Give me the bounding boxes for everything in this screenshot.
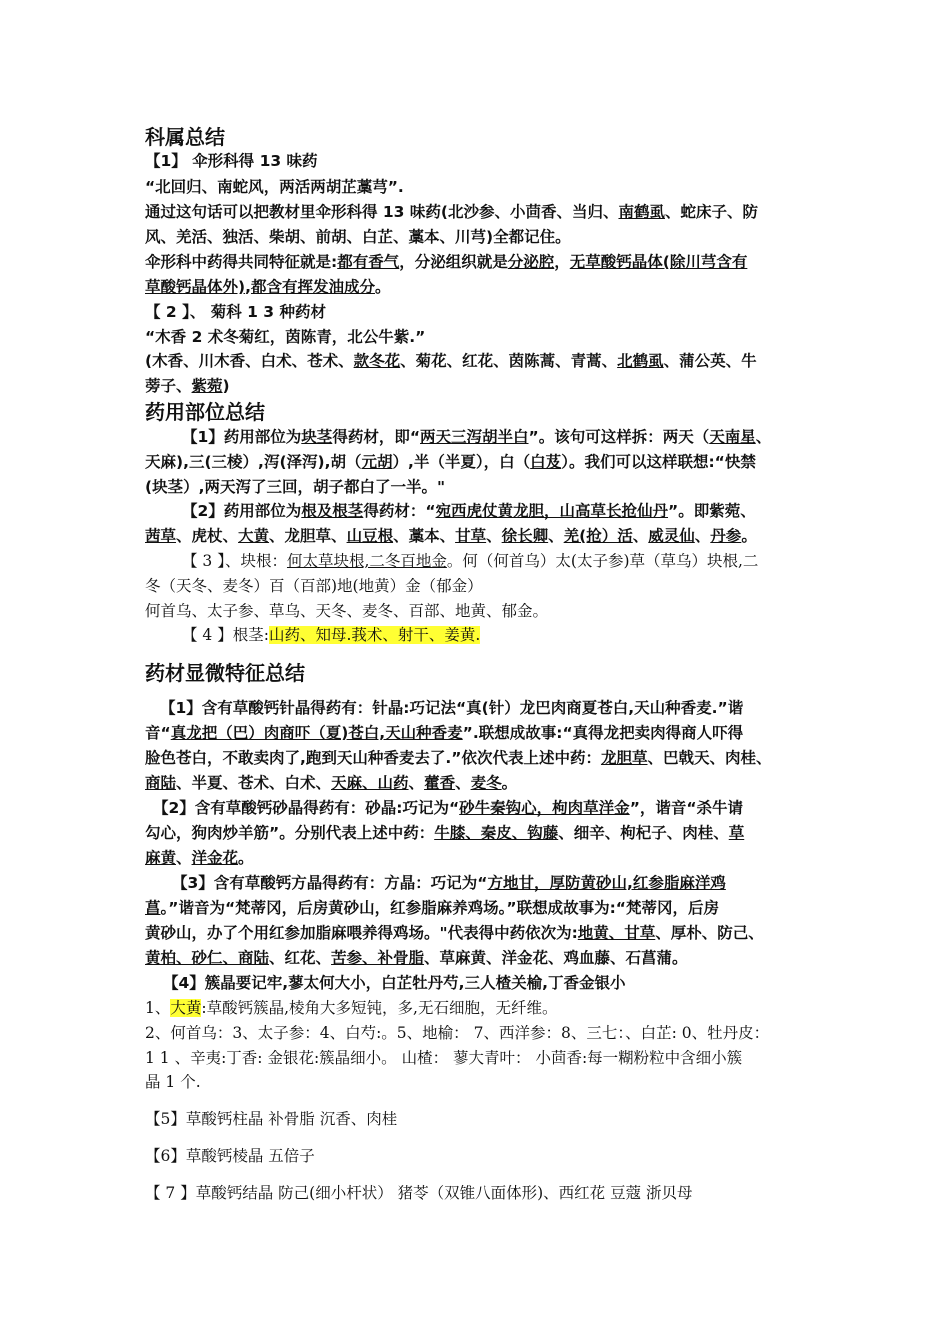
text-segment: 黄砂山，办了个用红参加脂麻喂养得鸡场。"代表得中药依次为: xyxy=(145,924,578,942)
text-line xyxy=(182,500,756,522)
underlined-text: 丹参 xyxy=(710,527,742,545)
underlined-text: 紫菀 xyxy=(191,377,223,395)
underlined-text: 方地甘，厚防黄砂山,红参脂麻洋鸡 xyxy=(487,874,726,892)
text-line xyxy=(145,1108,397,1130)
text-line xyxy=(145,276,391,298)
underlined-text: 麦冬 xyxy=(470,774,502,792)
text-segment: 、草麻黄、洋金花、鸡血藤、石菖蒲。 xyxy=(424,949,688,967)
underlined-text: 菖 xyxy=(145,899,161,917)
text-line xyxy=(145,301,326,323)
text-line xyxy=(145,747,772,769)
text-line xyxy=(145,1145,315,1167)
underlined-text: 元胡 xyxy=(361,453,393,471)
underlined-text: 砂牛秦钩心，枸肉草洋金 xyxy=(459,799,630,817)
text-segment: 、虎杖、 xyxy=(176,527,239,545)
text-segment: 。 xyxy=(238,849,254,867)
underlined-text: 北鹤虱 xyxy=(617,352,664,370)
text-segment: 。 xyxy=(741,527,757,545)
underlined-text: 商陆 xyxy=(145,774,177,792)
text-segment: 冬（天冬、麦冬）百（百部)地(地黄）金（郁金） xyxy=(145,577,483,595)
text-segment: 、 xyxy=(694,527,711,545)
text-segment: 蒡子、 xyxy=(145,377,192,395)
text-segment: 、半夏、苍术、白术、 xyxy=(176,774,332,792)
text-line xyxy=(182,624,480,646)
text-line xyxy=(172,872,726,894)
text-line xyxy=(145,772,517,794)
text-line xyxy=(145,176,404,198)
text-segment: “木香 2 术冬菊红，茵陈青，北公牛紫.” xyxy=(145,328,426,346)
text-line xyxy=(145,722,743,744)
text-segment: 【2】含有草酸钙砂晶得药有：砂晶:巧记为“ xyxy=(153,799,460,817)
text-segment: 何首乌、太子参、草乌、天冬、麦冬、百部、地黄、郁金。 xyxy=(145,602,549,620)
text-line xyxy=(145,575,483,597)
underlined-text: 两天三泻胡半白 xyxy=(420,428,529,446)
text-segment: ”。即紫菀、 xyxy=(668,502,756,520)
underlined-text: 南鹤虱 xyxy=(618,203,665,221)
text-segment: 得药材，即“ xyxy=(332,428,420,446)
text-segment: 、藁本、 xyxy=(393,527,456,545)
text-line xyxy=(182,426,771,448)
text-line xyxy=(153,797,743,819)
text-segment: ”。该句可这样拆：两天（ xyxy=(528,428,710,446)
text-line xyxy=(145,922,764,944)
underlined-text: 徐长卿 xyxy=(501,527,549,545)
text-segment: 、巴戟天、肉桂、 xyxy=(647,749,772,767)
underlined-text: 天麻、山药 xyxy=(331,774,409,792)
text-line xyxy=(145,600,548,622)
text-segment: 【3】含有草酸钙方晶得药有：方晶：巧记为“ xyxy=(172,874,488,892)
text-segment: 【1】药用部位为 xyxy=(182,428,302,446)
text-segment: (块茎）,两天泻了三回，胡子都白了一半。" xyxy=(145,478,446,496)
underlined-text: 无草酸钙晶体(除川芎含有 xyxy=(569,253,748,271)
underlined-text: 分泌腔 xyxy=(507,253,555,271)
underlined-text: 天南星 xyxy=(709,428,756,446)
underlined-text: 茜草 xyxy=(145,527,177,545)
underlined-text: 款冬花 xyxy=(353,352,401,370)
text-segment: 【4】簇晶要记牢,蓼太何大小，白芷牡丹芍,三人楂关榆,丁香金银小 xyxy=(163,974,626,992)
text-line xyxy=(145,326,425,348)
section-title-family-summary: 科属总结 xyxy=(145,125,225,149)
text-segment: 、 xyxy=(486,527,502,545)
text-segment: ，分泌组织就是 xyxy=(399,253,508,271)
text-line xyxy=(145,226,571,248)
underlined-text: 块茎 xyxy=(301,428,333,446)
text-segment: 、 xyxy=(176,849,192,867)
text-segment: 、龙胆草、 xyxy=(269,527,347,545)
text-line xyxy=(145,251,747,273)
text-line xyxy=(145,525,757,547)
text-line xyxy=(182,550,758,572)
underlined-text: 羌(抢）活 xyxy=(563,527,633,545)
section-title-medicinal-parts: 药用部位总结 xyxy=(145,400,265,424)
underlined-text: 宛西虎仗黄龙胆，山高草长抢仙丹 xyxy=(435,502,669,520)
text-segment: 、厚朴、防己、 xyxy=(655,924,764,942)
section-title-microscopic-features: 药材显微特征总结 xyxy=(145,661,305,685)
text-segment: 。何（何首乌）太(太子参)草（草乌）块根,二 xyxy=(446,552,759,570)
highlighted-text: 大黄 xyxy=(170,999,202,1017)
text-segment: 【2】药用部位为 xyxy=(182,502,302,520)
underlined-text: 黄柏、砂仁、商陆 xyxy=(145,949,270,967)
underlined-text: 何太草块根,二冬百地金 xyxy=(286,552,447,570)
text-segment: 音“ xyxy=(145,724,171,742)
text-segment: 【 7 】草酸钙结晶 防己(细小杆状） 猪苓（双锥八面体形)、西红花 豆蔻 浙贝母 xyxy=(145,1184,693,1202)
underlined-text: 山豆根 xyxy=(346,527,394,545)
text-segment: “北回归、南蛇风，两活两胡芷藁芎”. xyxy=(145,178,404,196)
text-segment: 、 xyxy=(455,774,471,792)
text-segment: ”.联想成故事:“真得龙把卖肉得商人吓得 xyxy=(462,724,744,742)
underlined-text: 都有香气 xyxy=(337,253,400,271)
text-segment: 得药材：“ xyxy=(363,502,436,520)
underlined-text: 藿香 xyxy=(424,774,456,792)
text-segment: 。 xyxy=(501,774,518,792)
text-line xyxy=(145,451,756,473)
text-segment: 晶 1 个. xyxy=(145,1073,201,1091)
text-segment: 伞形科中药得共同特征就是: xyxy=(145,253,338,271)
text-segment: , xyxy=(245,278,251,296)
text-segment: 脸色苍白，不敢卖肉了,跑到天山种香麦去了.”依次代表上述中药： xyxy=(145,749,601,767)
text-segment: ”，谐音“杀牛请 xyxy=(629,799,744,817)
underlined-text: 草酸钙晶体外) xyxy=(145,278,246,296)
text-segment: ）。我们可以这样联想:“快禁 xyxy=(561,453,756,471)
text-segment: 、 xyxy=(408,774,425,792)
underlined-text: 白芨 xyxy=(530,453,562,471)
text-line xyxy=(145,847,254,869)
underlined-text: 草 xyxy=(728,824,745,842)
text-line xyxy=(145,1022,769,1044)
text-segment: 【 3 】、块根： xyxy=(182,552,287,570)
text-segment: 通过这句话可以把教材里伞形科得 13 味药(北沙参、小茴香、当归、 xyxy=(145,203,619,221)
underlined-text: 大黄 xyxy=(238,527,270,545)
text-line xyxy=(145,375,230,397)
text-segment: 【5】草酸钙柱晶 补骨脂 沉香、肉桂 xyxy=(145,1110,398,1128)
text-line xyxy=(145,201,758,223)
text-segment: 、蛇床子、防 xyxy=(664,203,758,221)
text-segment: 1、 xyxy=(145,999,171,1017)
text-line xyxy=(145,150,318,172)
underlined-text: 牛膝、秦皮、钩藤 xyxy=(434,824,559,842)
underlined-text: 麻黄 xyxy=(145,849,177,867)
text-segment: 1 1 、辛夷:丁香: 金银花:簇晶细小。 山楂： 蓼大青叶： 小茴香:每一糊粉粒中含细小簇 xyxy=(145,1049,743,1067)
text-segment: 。 xyxy=(375,278,391,296)
text-segment: ）,半（半夏），白（ xyxy=(392,453,531,471)
underlined-text: 甘草 xyxy=(455,527,487,545)
text-segment: (木香、川木香、白术、苍术、 xyxy=(145,352,354,370)
underlined-text: 苦参、补骨脂 xyxy=(331,949,425,967)
text-segment: 、蒲公英、牛 xyxy=(663,352,757,370)
text-line xyxy=(145,1182,693,1204)
text-line xyxy=(145,476,445,498)
highlighted-text: 山药、知母.莪术、射干、姜黄. xyxy=(268,626,481,644)
underlined-text: 洋金花 xyxy=(191,849,239,867)
underlined-text: 威灵仙 xyxy=(648,527,695,545)
text-segment: :草酸钙簇晶,棱角大多短钝，多,无石细胞，无纤维。 xyxy=(201,999,558,1017)
text-segment: 、 xyxy=(548,527,564,545)
text-segment: ) xyxy=(222,377,230,395)
text-line xyxy=(145,822,744,844)
underlined-text: 龙胆草 xyxy=(600,749,648,767)
text-line xyxy=(145,1071,201,1093)
text-segment: 。”谐音为“梵蒂冈，后房黄砂山，红参脂麻养鸡场。”联想成故事为:“梵蒂冈，后房 xyxy=(160,899,719,917)
underlined-text: 真龙把（巴）肉商吓（夏)苍白,天山种香麦 xyxy=(170,724,463,742)
text-line xyxy=(145,897,719,919)
text-segment: 【 2 】、 菊科 1 3 种药材 xyxy=(145,303,326,321)
text-segment: 、红花、 xyxy=(269,949,332,967)
text-segment: 【1】 伞形科得 13 味药 xyxy=(145,152,318,170)
text-segment: 、 xyxy=(632,527,649,545)
underlined-text: 地黄、甘草 xyxy=(577,924,656,942)
text-line xyxy=(145,350,757,372)
text-segment: 、细辛、枸杞子、肉桂、 xyxy=(558,824,729,842)
text-segment: 天麻),三(三棱）,泻(泽泻),胡（ xyxy=(145,453,362,471)
text-segment: 2、何首乌：3、太子参：4、白芍:。5、地榆： 7、西洋参：8、三七：、白芷: 0、牡丹皮： xyxy=(145,1024,770,1042)
text-line xyxy=(160,697,743,719)
text-segment: 勾心，狗肉炒羊筋”。分别代表上述中药： xyxy=(145,824,435,842)
text-segment: 【 4 】根茎: xyxy=(182,626,269,644)
text-line xyxy=(145,947,688,969)
text-segment: ， xyxy=(554,253,570,271)
text-segment: 风、羌活、独活、柴胡、前胡、白芷、藁本、川芎)全都记住。 xyxy=(145,228,571,246)
text-segment: 【6】草酸钙棱晶 五倍子 xyxy=(145,1147,315,1165)
text-line xyxy=(145,997,557,1019)
text-segment: 、 xyxy=(755,428,772,446)
underlined-text: 都含有挥发油成分 xyxy=(250,278,375,296)
text-segment: 【1】含有草酸钙针晶得药有：针晶:巧记法“真(针）龙巴肉商夏苍白,天山种香麦.”谐 xyxy=(160,699,744,717)
text-line xyxy=(145,1047,742,1069)
underlined-text: 根及根茎 xyxy=(301,502,364,520)
text-segment: 、菊花、红花、茵陈蒿、青蒿、 xyxy=(400,352,618,370)
text-line xyxy=(163,972,625,994)
